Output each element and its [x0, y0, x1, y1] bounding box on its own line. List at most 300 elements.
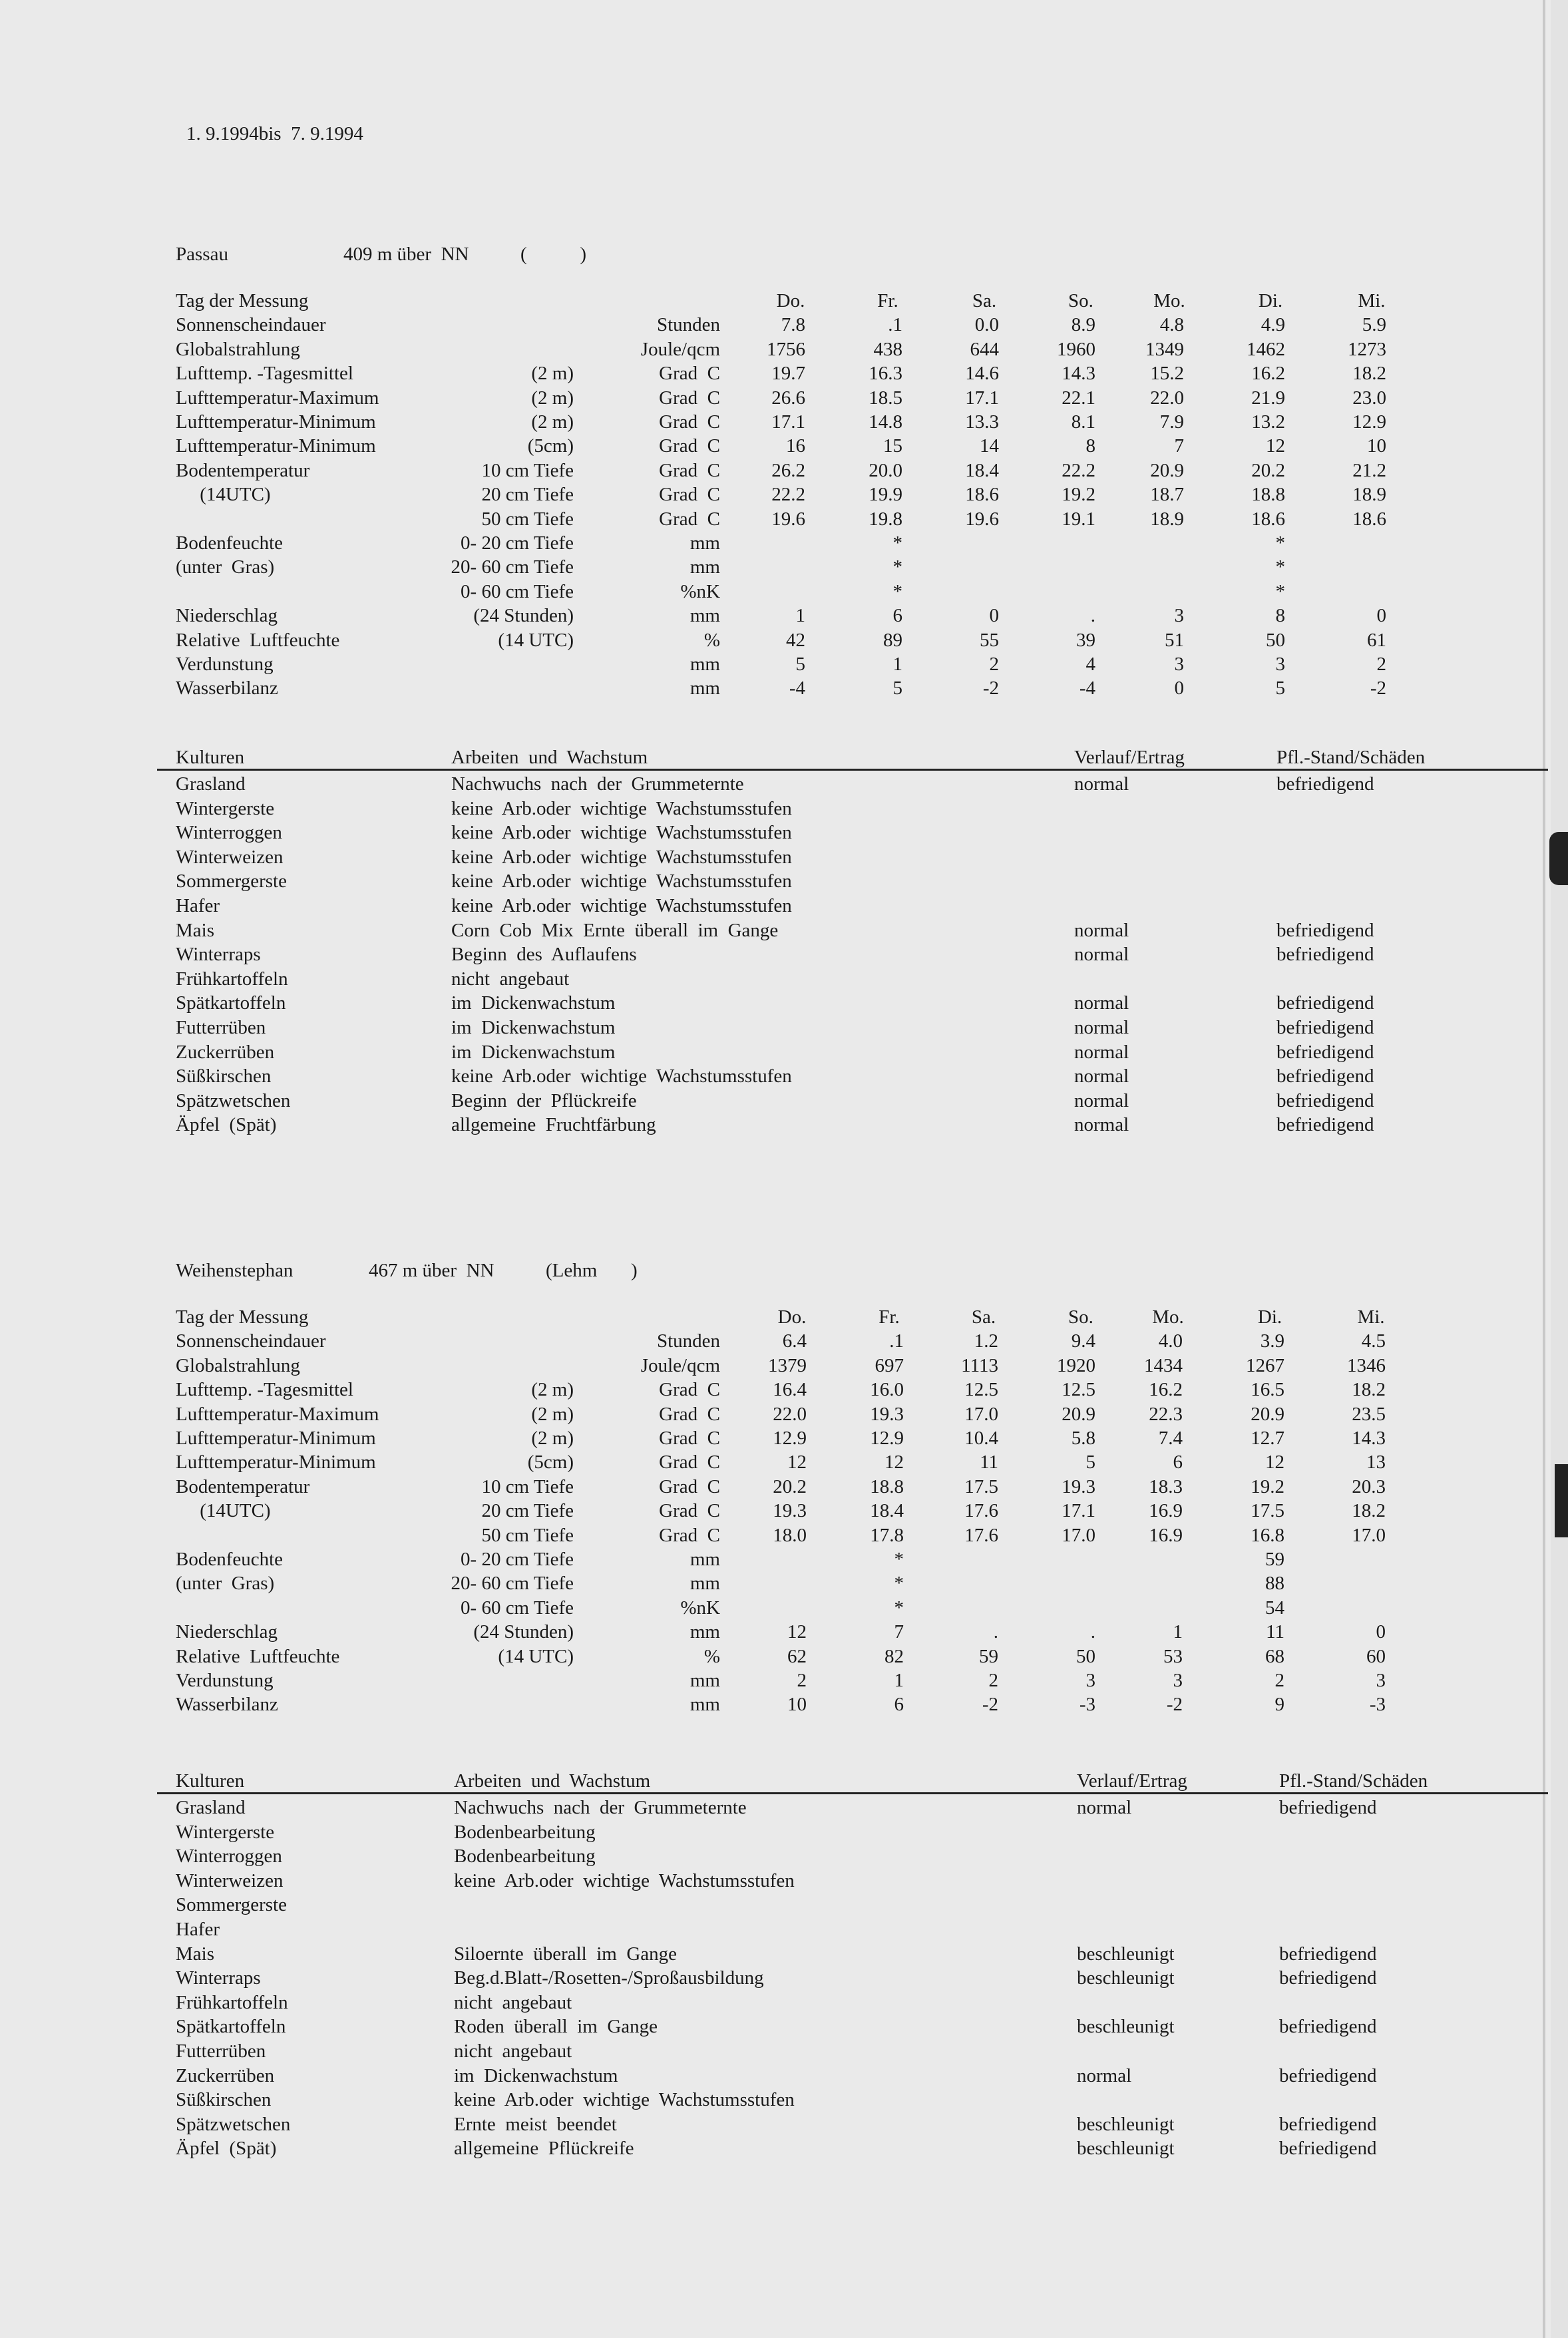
crop-name: Spätzwetschen	[176, 1089, 291, 1111]
data-cell: 20.2	[1251, 459, 1285, 481]
data-cell: 82	[884, 1645, 904, 1667]
data-cell: 5	[795, 654, 805, 675]
data-cell: 26.2	[771, 459, 805, 481]
data-cell: *	[894, 1549, 904, 1570]
crops-column-header: Kulturen	[176, 1770, 245, 1792]
data-cell: 7.8	[781, 314, 805, 336]
data-cell: 1	[1173, 1621, 1183, 1643]
row-unit: mm	[689, 1694, 720, 1716]
data-cell: 1434	[1144, 1354, 1183, 1376]
crop-status: befriedigend	[1276, 944, 1374, 966]
crop-name: Spätzwetschen	[176, 2113, 291, 2135]
crop-work: Siloernte überall im Gange	[454, 1943, 678, 1965]
row-unit: mm	[689, 654, 720, 675]
data-cell: 14.8	[869, 411, 902, 433]
data-cell: 14.3	[1062, 363, 1095, 385]
row-label: Bodentemperatur	[176, 459, 310, 481]
crop-course: normal	[1074, 1041, 1129, 1063]
crop-work: Roden überall im Gange	[454, 2016, 658, 2038]
crop-course: normal	[1074, 1114, 1129, 1136]
data-cell: 7	[1174, 435, 1184, 457]
data-cell: 39	[1076, 629, 1095, 651]
data-cell: 16.9	[1149, 1524, 1183, 1546]
crop-work: Beginn der Pflückreife	[451, 1089, 637, 1111]
row-label: Niederschlag	[176, 605, 278, 627]
row-sublabel: (2 m)	[531, 387, 574, 409]
crops-header-rule	[157, 769, 1548, 771]
data-cell: 2	[797, 1670, 807, 1691]
data-cell: 15	[883, 435, 902, 457]
data-cell: 17.5	[964, 1475, 998, 1497]
data-cell: 1267	[1246, 1354, 1284, 1376]
row-unit: %	[703, 1645, 720, 1667]
crop-status: befriedigend	[1276, 1041, 1374, 1063]
data-cell: *	[1275, 580, 1285, 602]
data-cell: 16.5	[1251, 1379, 1284, 1401]
row-unit: mm	[689, 556, 720, 578]
crop-work: keine Arb.oder wichtige Wachstumsstufen	[454, 1869, 795, 1891]
row-unit: %nK	[680, 580, 720, 602]
data-cell: 1349	[1145, 338, 1184, 360]
row-sublabel: 10 cm Tiefe	[481, 1475, 574, 1497]
row-sublabel: (14 UTC)	[498, 1645, 574, 1667]
row-sublabel: (2 m)	[531, 411, 574, 433]
data-cell: 16	[786, 435, 805, 457]
row-label: Wasserbilanz	[176, 1694, 278, 1716]
data-cell: 26.6	[771, 387, 805, 409]
crop-course: beschleunigt	[1077, 2138, 1175, 2160]
data-cell: 12.5	[1062, 1379, 1095, 1401]
crop-work: Nachwuchs nach der Grummeternte	[451, 773, 744, 795]
row-unit: Grad C	[659, 459, 720, 481]
crop-work: Beginn des Auflaufens	[451, 944, 637, 966]
crop-name: Wintergerste	[176, 797, 275, 819]
data-cell: -4	[1079, 678, 1095, 699]
row-sublabel: 20- 60 cm Tiefe	[451, 556, 574, 578]
row-label: Lufttemperatur-Maximum	[176, 387, 379, 409]
crop-course: normal	[1074, 919, 1129, 941]
data-cell: 59	[1265, 1549, 1284, 1570]
data-cell: 18.0	[773, 1524, 807, 1546]
data-cell: 54	[1265, 1597, 1284, 1619]
data-cell: 4.5	[1361, 1330, 1386, 1352]
data-cell: 2	[989, 654, 999, 675]
data-cell: 18.4	[965, 459, 999, 481]
data-cell: 17.0	[964, 1403, 998, 1425]
data-cell: 22.2	[771, 484, 805, 506]
data-cell: 17.5	[1251, 1500, 1284, 1522]
data-cell: 4.9	[1261, 314, 1285, 336]
crop-course: beschleunigt	[1077, 1943, 1175, 1965]
data-cell: 4.0	[1158, 1330, 1183, 1352]
data-cell: 1.2	[974, 1330, 998, 1352]
data-cell: *	[892, 532, 902, 554]
row-label: Wasserbilanz	[176, 678, 278, 699]
data-cell: 438	[873, 338, 902, 360]
crop-work: Bodenbearbeitung	[454, 1846, 596, 1867]
row-label: Bodenfeuchte	[176, 532, 284, 554]
crop-name: Süßkirschen	[176, 2089, 272, 2111]
row-unit: Grad C	[659, 363, 720, 385]
crops-column-header: Pfl.-Stand/Schäden	[1276, 747, 1426, 768]
crop-work: keine Arb.oder wichtige Wachstumsstufen	[451, 797, 792, 819]
data-cell: -2	[1370, 678, 1386, 699]
data-cell: 12.9	[870, 1428, 904, 1449]
data-cell: 18.8	[870, 1475, 904, 1497]
data-cell: 18.4	[870, 1500, 904, 1522]
row-label: Bodentemperatur	[176, 1475, 310, 1497]
date-range: 1. 9.1994bis 7. 9.1994	[186, 123, 363, 144]
crop-name: Hafer	[176, 895, 220, 916]
crop-name: Futterrüben	[176, 1017, 266, 1038]
row-unit: Grad C	[659, 1452, 720, 1473]
data-cell: 23.0	[1352, 387, 1386, 409]
crop-course: normal	[1074, 1089, 1129, 1111]
data-cell: 1960	[1057, 338, 1095, 360]
crop-name: Futterrüben	[176, 2041, 266, 2062]
row-unit: Grad C	[659, 1428, 720, 1449]
row-label: (14UTC)	[176, 484, 271, 506]
data-cell: 23.5	[1352, 1403, 1386, 1425]
row-sublabel: 0- 20 cm Tiefe	[461, 1549, 574, 1570]
scan-mark	[1549, 832, 1568, 885]
data-cell: 16.0	[870, 1379, 904, 1401]
data-cell: 6	[892, 605, 902, 627]
data-cell: *	[894, 1597, 904, 1619]
data-cell: .	[1090, 605, 1095, 627]
crop-name: Zuckerrüben	[176, 2064, 275, 2086]
data-cell: *	[1275, 532, 1285, 554]
row-sublabel: (24 Stunden)	[473, 605, 574, 627]
crop-work: keine Arb.oder wichtige Wachstumsstufen	[451, 895, 792, 916]
crops-column-header: Arbeiten und Wachstum	[451, 747, 648, 768]
row-label: Sonnenscheindauer	[176, 1330, 326, 1352]
row-label: Bodenfeuchte	[176, 1549, 284, 1570]
row-unit: Grad C	[659, 1403, 720, 1425]
row-unit: Grad C	[659, 435, 720, 457]
data-cell: 20.9	[1062, 1403, 1095, 1425]
data-cell: 7.9	[1159, 411, 1184, 433]
crops-header-rule	[157, 1792, 1548, 1794]
row-label: Lufttemperatur-Minimum	[176, 1428, 376, 1449]
day-header: Mi.	[1357, 1306, 1385, 1328]
data-cell: 13.3	[965, 411, 999, 433]
crop-status: befriedigend	[1279, 2016, 1377, 2038]
row-label: Verdunstung	[176, 1670, 274, 1691]
crop-name: Äpfel (Spät)	[176, 2138, 277, 2160]
row-label: Lufttemp. -Tagesmittel	[176, 1379, 353, 1401]
crop-status: befriedigend	[1276, 1017, 1374, 1038]
data-cell: 21.2	[1352, 459, 1386, 481]
crop-status: befriedigend	[1276, 1114, 1374, 1136]
data-cell: 42	[786, 629, 805, 651]
scan-mark	[1555, 1464, 1568, 1537]
data-cell: 18.2	[1352, 363, 1386, 385]
crop-work: keine Arb.oder wichtige Wachstumsstufen	[451, 822, 792, 844]
row-unit: Grad C	[659, 411, 720, 433]
data-cell: 0	[1376, 605, 1386, 627]
data-cell: 19.2	[1062, 484, 1095, 506]
data-cell: 17.1	[965, 387, 999, 409]
crops-column-header: Arbeiten und Wachstum	[454, 1770, 651, 1792]
data-cell: *	[892, 580, 902, 602]
data-cell: -3	[1079, 1694, 1095, 1716]
data-cell: 88	[1265, 1573, 1284, 1595]
data-cell: 14	[980, 435, 999, 457]
data-cell: -4	[789, 678, 805, 699]
crop-status: befriedigend	[1279, 2064, 1377, 2086]
crop-course: beschleunigt	[1077, 1967, 1175, 1989]
crop-name: Winterraps	[176, 1967, 261, 1989]
station-elevation: 409 m über NN	[343, 244, 469, 265]
data-cell: 51	[1165, 629, 1184, 651]
station-name: Passau	[176, 244, 228, 265]
day-header: Do.	[776, 290, 805, 311]
row-sublabel: (5cm)	[527, 1452, 574, 1473]
data-cell: -3	[1369, 1694, 1386, 1716]
crop-status: befriedigend	[1279, 1943, 1377, 1965]
row-unit: Stunden	[656, 1330, 720, 1352]
crop-course: normal	[1074, 1066, 1129, 1087]
row-label: (14UTC)	[176, 1500, 271, 1522]
crop-work: Nachwuchs nach der Grummeternte	[454, 1797, 747, 1818]
data-cell: 60	[1366, 1645, 1386, 1667]
data-cell: 0	[1174, 678, 1184, 699]
crop-name: Winterweizen	[176, 846, 284, 868]
data-cell: 5.8	[1071, 1428, 1095, 1449]
row-sublabel: (2 m)	[531, 1403, 574, 1425]
data-cell: 12	[787, 1452, 807, 1473]
crop-course: normal	[1077, 1797, 1132, 1818]
data-cell: .	[993, 1621, 998, 1643]
row-sublabel: (24 Stunden)	[473, 1621, 574, 1643]
data-cell: 2	[988, 1670, 998, 1691]
row-label: Sonnenscheindauer	[176, 314, 326, 336]
crop-name: Winterroggen	[176, 1846, 282, 1867]
data-cell: 19.3	[1062, 1475, 1095, 1497]
data-cell: 7.4	[1158, 1428, 1183, 1449]
crop-work: Ernte meist beendet	[454, 2113, 617, 2135]
crop-name: Grasland	[176, 773, 246, 795]
data-cell: 13	[1366, 1452, 1386, 1473]
row-unit: mm	[689, 605, 720, 627]
row-unit: Stunden	[656, 314, 720, 336]
data-cell: 18.9	[1150, 508, 1184, 530]
row-label: Verdunstung	[176, 654, 274, 675]
measure-header: Tag der Messung	[176, 1306, 309, 1328]
data-cell: *	[892, 556, 902, 578]
data-cell: 8.1	[1071, 411, 1095, 433]
row-unit: mm	[689, 1670, 720, 1691]
data-cell: 12	[1265, 1452, 1284, 1473]
crop-name: Spätkartoffeln	[176, 992, 286, 1014]
data-cell: 1346	[1347, 1354, 1386, 1376]
crop-status: befriedigend	[1279, 1967, 1377, 1989]
data-cell: 89	[883, 629, 902, 651]
row-unit: mm	[689, 1621, 720, 1643]
data-cell: 15.2	[1150, 363, 1184, 385]
data-cell: 8	[1275, 605, 1285, 627]
row-unit: Grad C	[659, 1524, 720, 1546]
data-cell: -2	[1166, 1694, 1183, 1716]
data-cell: 4.8	[1159, 314, 1184, 336]
day-header: Di.	[1258, 290, 1283, 311]
data-cell: 18.5	[869, 387, 902, 409]
crop-work: keine Arb.oder wichtige Wachstumsstufen	[451, 846, 792, 868]
data-cell: 1	[892, 654, 902, 675]
row-label: Lufttemp. -Tagesmittel	[176, 363, 353, 385]
row-sublabel: 20 cm Tiefe	[481, 484, 574, 506]
data-cell: 3	[1173, 1670, 1183, 1691]
data-cell: 22.2	[1062, 459, 1095, 481]
data-cell: 50	[1076, 1645, 1095, 1667]
data-cell: 20.3	[1352, 1475, 1386, 1497]
data-cell: 16.2	[1149, 1379, 1183, 1401]
data-cell: 12.9	[1352, 411, 1386, 433]
data-cell: 14.6	[965, 363, 999, 385]
row-label: (unter Gras)	[176, 556, 275, 578]
data-cell: 22.0	[1150, 387, 1184, 409]
crop-name: Zuckerrüben	[176, 1041, 275, 1063]
data-cell: 18.2	[1352, 1500, 1386, 1522]
row-unit: Grad C	[659, 508, 720, 530]
row-sublabel: 20 cm Tiefe	[481, 1500, 574, 1522]
day-header: Do.	[777, 1306, 807, 1328]
data-cell: 17.1	[1062, 1500, 1095, 1522]
crop-work: Corn Cob Mix Ernte überall im Gange	[451, 919, 779, 941]
data-cell: 50	[1266, 629, 1285, 651]
data-cell: 10	[787, 1694, 807, 1716]
data-cell: 12.9	[773, 1428, 807, 1449]
data-cell: 10.4	[964, 1428, 998, 1449]
crop-status: befriedigend	[1276, 919, 1374, 941]
data-cell: 53	[1163, 1645, 1183, 1667]
data-cell: 17.6	[964, 1524, 998, 1546]
crop-work: keine Arb.oder wichtige Wachstumsstufen	[454, 2089, 795, 2111]
row-label: Globalstrahlung	[176, 1354, 300, 1376]
row-sublabel: 0- 60 cm Tiefe	[461, 1597, 574, 1619]
data-cell: 12	[884, 1452, 904, 1473]
data-cell: 644	[970, 338, 999, 360]
data-cell: 17.0	[1352, 1524, 1386, 1546]
crop-work: allgemeine Fruchtfärbung	[451, 1114, 656, 1136]
crop-status: befriedigend	[1279, 1797, 1377, 1818]
data-cell: 16.2	[1251, 363, 1285, 385]
data-cell: 17.8	[870, 1524, 904, 1546]
row-sublabel: 0- 60 cm Tiefe	[461, 580, 574, 602]
crops-column-header: Verlauf/Ertrag	[1077, 1770, 1187, 1792]
data-cell: 0	[1376, 1621, 1386, 1643]
data-cell: .	[1090, 1621, 1095, 1643]
row-unit: Grad C	[659, 1475, 720, 1497]
data-cell: 20.9	[1150, 459, 1184, 481]
row-sublabel: (2 m)	[531, 1428, 574, 1449]
data-cell: 1462	[1247, 338, 1285, 360]
crop-name: Mais	[176, 919, 214, 941]
data-cell: 3	[1174, 605, 1184, 627]
data-cell: 5	[1275, 678, 1285, 699]
crop-name: Spätkartoffeln	[176, 2016, 286, 2038]
data-cell: 11	[1266, 1621, 1284, 1643]
data-cell: 16.8	[1251, 1524, 1284, 1546]
crop-course: normal	[1077, 2064, 1132, 2086]
data-cell: 3	[1275, 654, 1285, 675]
data-cell: 5	[892, 678, 902, 699]
data-cell: 20.9	[1251, 1403, 1284, 1425]
data-cell: 13.2	[1251, 411, 1285, 433]
crop-work: im Dickenwachstum	[451, 1017, 616, 1038]
data-cell: 3	[1174, 654, 1184, 675]
row-sublabel: (5cm)	[527, 435, 574, 457]
data-cell: 1113	[961, 1354, 998, 1376]
data-cell: 22.1	[1062, 387, 1095, 409]
data-cell: 18.7	[1150, 484, 1184, 506]
day-header: Sa.	[972, 290, 997, 311]
data-cell: 19.6	[965, 508, 999, 530]
data-cell: 5	[1085, 1452, 1095, 1473]
crop-name: Winterweizen	[176, 1869, 284, 1891]
crop-name: Winterroggen	[176, 822, 282, 844]
crop-work: allgemeine Pflückreife	[454, 2138, 634, 2160]
data-cell: 21.9	[1251, 387, 1285, 409]
data-cell: 8.9	[1071, 314, 1095, 336]
row-unit: mm	[689, 678, 720, 699]
day-header: Fr.	[879, 1306, 900, 1328]
crop-work: nicht angebaut	[454, 2041, 572, 2062]
data-cell: 1273	[1348, 338, 1386, 360]
crop-name: Süßkirschen	[176, 1066, 272, 1087]
row-sublabel: 10 cm Tiefe	[481, 459, 574, 481]
data-cell: 62	[787, 1645, 807, 1667]
crop-name: Hafer	[176, 1919, 220, 1940]
data-cell: *	[894, 1573, 904, 1595]
data-cell: 17.0	[1062, 1524, 1095, 1546]
data-cell: 11	[980, 1452, 998, 1473]
data-cell: 1756	[767, 338, 805, 360]
day-header: Sa.	[971, 1306, 996, 1328]
data-cell: 9.4	[1071, 1330, 1095, 1352]
row-unit: Grad C	[659, 484, 720, 506]
data-cell: 18.2	[1352, 1379, 1386, 1401]
row-unit: Grad C	[659, 387, 720, 409]
day-header: Fr.	[877, 290, 898, 311]
crop-course: normal	[1074, 944, 1129, 966]
data-cell: 3	[1376, 1670, 1386, 1691]
row-unit: Grad C	[659, 1500, 720, 1522]
data-cell: 17.1	[771, 411, 805, 433]
row-label: Lufttemperatur-Minimum	[176, 435, 376, 457]
crop-course: normal	[1074, 1017, 1129, 1038]
row-unit: %	[703, 629, 720, 651]
data-cell: 16.4	[773, 1379, 807, 1401]
crops-column-header: Kulturen	[176, 747, 245, 768]
data-cell: 1379	[768, 1354, 807, 1376]
row-sublabel: 20- 60 cm Tiefe	[451, 1573, 574, 1595]
data-cell: 12	[1266, 435, 1285, 457]
crop-status: befriedigend	[1276, 1066, 1374, 1087]
day-header: Mo.	[1152, 1306, 1184, 1328]
crop-work: im Dickenwachstum	[454, 2064, 618, 2086]
data-cell: 3.9	[1260, 1330, 1284, 1352]
data-cell: 6.4	[782, 1330, 807, 1352]
row-sublabel: (2 m)	[531, 1379, 574, 1401]
station-elevation: 467 m über NN	[369, 1260, 494, 1281]
crops-column-header: Pfl.-Stand/Schäden	[1279, 1770, 1428, 1792]
data-cell: 12.5	[964, 1379, 998, 1401]
data-cell: 3	[1085, 1670, 1095, 1691]
row-label: (unter Gras)	[176, 1573, 275, 1595]
data-cell: 68	[1265, 1645, 1284, 1667]
